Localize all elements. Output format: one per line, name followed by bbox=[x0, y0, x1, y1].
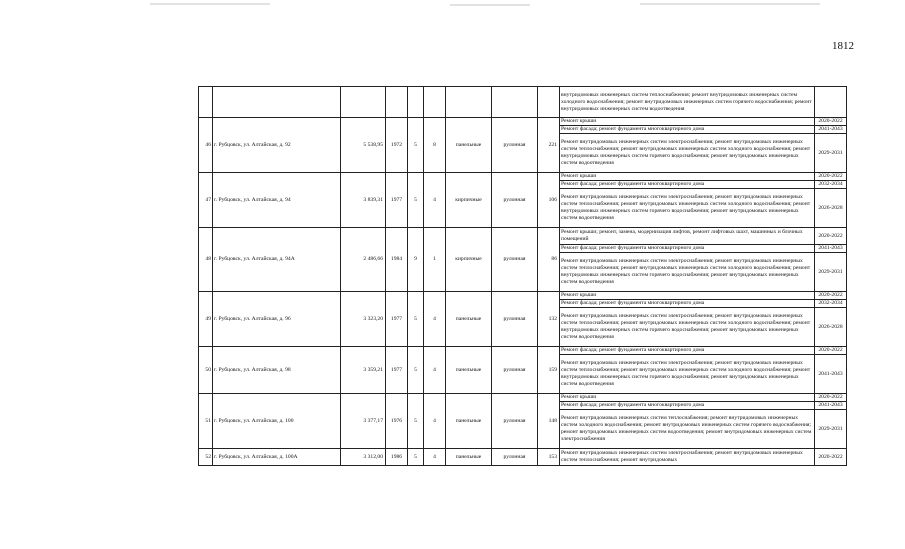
work-description: Ремонт фасада; ремонт фундамента многоквартирного дома bbox=[560, 402, 815, 410]
total-area: 3 377,17 bbox=[341, 394, 386, 449]
total-area: 3 323,20 bbox=[341, 292, 386, 347]
total-area: 3 359,21 bbox=[341, 347, 386, 394]
wall-material: панельные bbox=[446, 292, 492, 347]
roof-type: рулонная bbox=[492, 228, 538, 292]
row-number: 46 bbox=[199, 118, 213, 173]
work-description: Ремонт внутридомовых инженерных систем электроснабжения; ремонт внутридомовых инженерных систем теплоснабжения; ремонт внутридомовых инженерных систем холодного водоснабжения; ремонт внутридомовых инженерных систем горячего водоснабжения; ремонт внутридомовых инженерных систем водоотведения bbox=[560, 134, 815, 173]
row-number: 47 bbox=[199, 173, 213, 228]
work-period: 2020-2022 bbox=[815, 449, 847, 466]
work-period: 2020-2022 bbox=[815, 228, 847, 245]
work-description: Ремонт крыши bbox=[560, 394, 815, 402]
work-description: Ремонт фасада; ремонт фундамента многоквартирного дома bbox=[560, 347, 815, 355]
wall-material: панельные bbox=[446, 449, 492, 466]
wall-material: кирпичные bbox=[446, 173, 492, 228]
capital-repair-table bbox=[198, 86, 847, 466]
work-period: 2041-2043 bbox=[815, 245, 847, 253]
residents: 153 bbox=[538, 449, 560, 466]
roof-type: рулонная bbox=[492, 173, 538, 228]
work-period: 2029-2031 bbox=[815, 134, 847, 173]
work-period: 2020-2022 bbox=[815, 394, 847, 402]
address: г. Рубцовск, ул. Алтайская, д. 94А bbox=[213, 228, 341, 292]
table-row bbox=[199, 449, 847, 466]
address: г. Рубцовск, ул. Алтайская, д. 98 bbox=[213, 347, 341, 394]
work-period: 2026-2028 bbox=[815, 308, 847, 347]
work-description: Ремонт крыши bbox=[560, 173, 815, 181]
address: г. Рубцовск, ул. Алтайская, д. 100 bbox=[213, 394, 341, 449]
entrances: 1 bbox=[424, 228, 446, 292]
work-description: Ремонт внутридомовых инженерных систем электроснабжения; ремонт внутридомовых инженерных систем теплоснабжения; ремонт внутридомовых инженерных систем холодного водоснабжения; ремонт внутридомовых инженерных систем горячего водоснабжения; ремонт внутридомовых инженерных систем водоотведения bbox=[560, 308, 815, 347]
year-built: 1972 bbox=[386, 118, 408, 173]
floors: 5 bbox=[408, 347, 424, 394]
roof-type: рулонная bbox=[492, 347, 538, 394]
empty-cell bbox=[341, 87, 386, 118]
empty-cell bbox=[386, 87, 408, 118]
floors: 5 bbox=[408, 394, 424, 449]
work-period: 2041-2043 bbox=[815, 126, 847, 134]
work-period: 2032-2034 bbox=[815, 300, 847, 308]
work-description: внутридомовых инженерных систем теплоснабжения; ремонт внутридомовых инженерных систем холодного водоснабжения; ремонт внутридомовых инженерных систем горячего водоснабжения; ремонт внутридомовых инженерных систем водоотведения bbox=[560, 87, 815, 118]
residents: 86 bbox=[538, 228, 560, 292]
row-number: 50 bbox=[199, 347, 213, 394]
work-description: Ремонт внутридомовых инженерных систем теплоснабжения; ремонт внутридомовых инженерных систем холодного водоснабжения; ремонт внутридомовых инженерных систем горячего водоснабжения; ремонт внутридомовых инженерных систем водоотведения; ремонт внутридомовых инженерных систем электроснабжения bbox=[560, 410, 815, 449]
address: г. Рубцовск, ул. Алтайская, д. 96 bbox=[213, 292, 341, 347]
work-description: Ремонт крыши; ремонт, замена, модернизация лифтов, ремонт лифтовых шахт, машинных и блочных помещений bbox=[560, 228, 815, 245]
work-description: Ремонт фасада; ремонт фундамента многоквартирного дома bbox=[560, 126, 815, 134]
residents: 159 bbox=[538, 347, 560, 394]
roof-type: рулонная bbox=[492, 449, 538, 466]
total-area: 2 486,66 bbox=[341, 228, 386, 292]
table-row bbox=[199, 87, 847, 118]
entrances: 4 bbox=[424, 347, 446, 394]
table-body bbox=[199, 87, 847, 466]
empty-cell bbox=[538, 87, 560, 118]
row-number: 49 bbox=[199, 292, 213, 347]
work-period: 2026-2028 bbox=[815, 189, 847, 228]
work-period: 2020-2022 bbox=[815, 173, 847, 181]
entrances: 4 bbox=[424, 292, 446, 347]
entrances: 4 bbox=[424, 173, 446, 228]
residents: 221 bbox=[538, 118, 560, 173]
work-description: Ремонт внутридомовых инженерных систем электроснабжения; ремонт внутридомовых инженерных систем теплоснабжения; ремонт внутридомовых инженерных систем холодного водоснабжения; ремонт внутридомовых инженерных систем горячего водоснабжения; ремонт внутридомовых инженерных систем водоотведения bbox=[560, 355, 815, 394]
empty-cell bbox=[446, 87, 492, 118]
table-row bbox=[199, 394, 847, 402]
floors: 5 bbox=[408, 292, 424, 347]
empty-cell bbox=[408, 87, 424, 118]
total-area: 3 312,00 bbox=[341, 449, 386, 466]
wall-material: кирпичные bbox=[446, 228, 492, 292]
year-built: 1977 bbox=[386, 347, 408, 394]
empty-cell bbox=[492, 87, 538, 118]
entrances: 4 bbox=[424, 394, 446, 449]
floors: 5 bbox=[408, 173, 424, 228]
scan-edge bbox=[0, 0, 905, 6]
work-period: 2029-2031 bbox=[815, 253, 847, 292]
empty-cell bbox=[213, 87, 341, 118]
work-period: 2020-2022 bbox=[815, 118, 847, 126]
entrances: 4 bbox=[424, 449, 446, 466]
work-description: Ремонт крыши bbox=[560, 118, 815, 126]
address: г. Рубцовск, ул. Алтайская, д. 100А bbox=[213, 449, 341, 466]
work-description: Ремонт фасада; ремонт фундамента многоквартирного дома bbox=[560, 181, 815, 189]
year-built: 1984 bbox=[386, 228, 408, 292]
table-row bbox=[199, 347, 847, 355]
total-area: 5 538,95 bbox=[341, 118, 386, 173]
page-number: 1812 bbox=[832, 40, 854, 52]
table-row bbox=[199, 292, 847, 300]
floors: 5 bbox=[408, 118, 424, 173]
table-row bbox=[199, 118, 847, 126]
row-number: 48 bbox=[199, 228, 213, 292]
year-built: 1977 bbox=[386, 173, 408, 228]
address: г. Рубцовск, ул. Алтайская, д. 92 bbox=[213, 118, 341, 173]
entrances: 8 bbox=[424, 118, 446, 173]
year-built: 1977 bbox=[386, 292, 408, 347]
wall-material: панельные bbox=[446, 347, 492, 394]
roof-type: рулонная bbox=[492, 292, 538, 347]
roof-type: рулонная bbox=[492, 118, 538, 173]
wall-material: панельные bbox=[446, 118, 492, 173]
empty-cell bbox=[424, 87, 446, 118]
row-number: 52 bbox=[199, 449, 213, 466]
residents: 132 bbox=[538, 292, 560, 347]
work-description: Ремонт фасада; ремонт фундамента многоквартирного дома bbox=[560, 245, 815, 253]
roof-type: рулонная bbox=[492, 394, 538, 449]
work-period: 2041-2043 bbox=[815, 355, 847, 394]
empty-cell bbox=[199, 87, 213, 118]
work-description: Ремонт крыши bbox=[560, 292, 815, 300]
wall-material: панельные bbox=[446, 394, 492, 449]
total-area: 3 839,31 bbox=[341, 173, 386, 228]
table-row bbox=[199, 173, 847, 181]
floors: 9 bbox=[408, 228, 424, 292]
address: г. Рубцовск, ул. Алтайская, д. 94 bbox=[213, 173, 341, 228]
year-built: 1976 bbox=[386, 394, 408, 449]
year-built: 1986 bbox=[386, 449, 408, 466]
work-description: Ремонт внутридомовых инженерных систем электроснабжения; ремонт внутридомовых инженерных систем теплоснабжения; ремонт внутридомовых инженерных систем холодного водоснабжения; ремонт внутридомовых инженерных систем горячего водоснабжения; ремонт внутридомовых инженерных систем водоотведения bbox=[560, 189, 815, 228]
work-period bbox=[815, 87, 847, 118]
work-period: 2041-2043 bbox=[815, 402, 847, 410]
residents: 106 bbox=[538, 173, 560, 228]
work-period: 2029-2031 bbox=[815, 410, 847, 449]
work-description: Ремонт внутридомовых инженерных систем электроснабжения; ремонт внутридомовых инженерных систем теплоснабжения; ремонт внутридомовых bbox=[560, 449, 815, 466]
work-period: 2020-2022 bbox=[815, 347, 847, 355]
work-description: Ремонт внутридомовых инженерных систем электроснабжения; ремонт внутридомовых инженерных систем теплоснабжения; ремонт внутридомовых инженерных систем холодного водоснабжения; ремонт внутридомовых инженерных систем горячего водоснабжения; ремонт внутридомовых инженерных систем водоотведения bbox=[560, 253, 815, 292]
work-description: Ремонт фасада; ремонт фундамента многоквартирного дома bbox=[560, 300, 815, 308]
row-number: 51 bbox=[199, 394, 213, 449]
floors: 5 bbox=[408, 449, 424, 466]
table-row bbox=[199, 228, 847, 245]
residents: 148 bbox=[538, 394, 560, 449]
work-period: 2032-2034 bbox=[815, 181, 847, 189]
work-period: 2020-2022 bbox=[815, 292, 847, 300]
